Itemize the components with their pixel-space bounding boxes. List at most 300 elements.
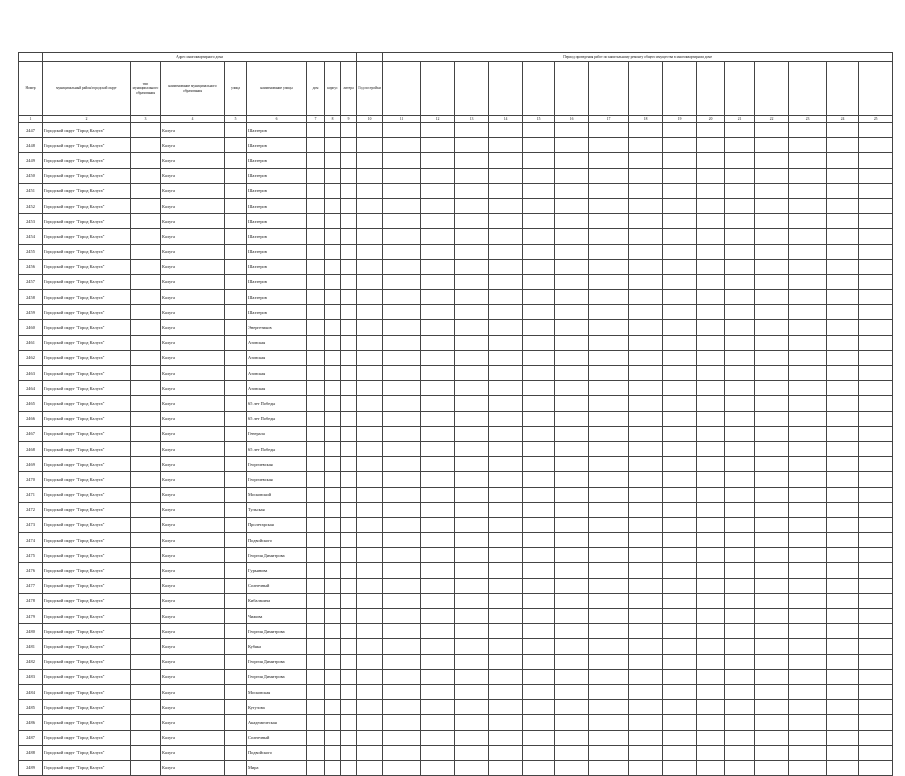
cell — [827, 517, 859, 532]
cell-street: Шахтеров — [247, 305, 307, 320]
cell — [383, 684, 421, 699]
cell — [859, 760, 893, 775]
cell — [789, 472, 827, 487]
cell — [341, 168, 357, 183]
cell — [827, 639, 859, 654]
cell — [827, 366, 859, 381]
cell-settlement: Калуга — [161, 609, 225, 624]
table-row — [19, 730, 893, 745]
cell — [383, 305, 421, 320]
column-number: 8 — [325, 116, 341, 123]
cell — [489, 396, 523, 411]
cell — [455, 168, 489, 183]
cell-street: Солнечный — [247, 578, 307, 593]
cell — [489, 472, 523, 487]
cell — [131, 624, 161, 639]
cell — [307, 244, 325, 259]
cell — [589, 138, 629, 153]
cell — [421, 715, 455, 730]
cell — [131, 335, 161, 350]
cell — [225, 517, 247, 532]
cell — [697, 441, 725, 456]
cell — [455, 472, 489, 487]
cell — [307, 366, 325, 381]
cell — [131, 730, 161, 745]
cell — [341, 487, 357, 502]
cell — [225, 457, 247, 472]
cell — [131, 745, 161, 760]
cell — [341, 548, 357, 563]
cell — [755, 593, 789, 608]
cell — [555, 244, 589, 259]
cell — [523, 609, 555, 624]
cell — [225, 700, 247, 715]
cell — [859, 593, 893, 608]
cell — [789, 153, 827, 168]
cell — [589, 457, 629, 472]
cell — [555, 457, 589, 472]
cell — [307, 214, 325, 229]
cell-settlement: Калуга — [161, 639, 225, 654]
cell — [455, 487, 489, 502]
cell-settlement: Калуга — [161, 229, 225, 244]
cell — [383, 533, 421, 548]
cell — [225, 274, 247, 289]
cell-street: Академическая — [247, 715, 307, 730]
cell-street: Георгия Димитрова — [247, 548, 307, 563]
cell-settlement: Калуга — [161, 745, 225, 760]
cell — [325, 214, 341, 229]
cell — [629, 669, 663, 684]
cell — [341, 760, 357, 775]
cell — [629, 760, 663, 775]
cell — [827, 396, 859, 411]
cell — [325, 745, 341, 760]
cell — [455, 730, 489, 745]
cell — [455, 290, 489, 305]
cell-street: Шахтеров — [247, 153, 307, 168]
cell — [789, 381, 827, 396]
cell — [131, 502, 161, 517]
cell-district: Городской округ "Город Калуга" — [43, 487, 131, 502]
cell — [663, 153, 697, 168]
cell — [827, 335, 859, 350]
cell — [827, 168, 859, 183]
table-row — [19, 123, 893, 138]
cell-no: 2459 — [19, 305, 43, 320]
cell — [383, 745, 421, 760]
cell — [489, 609, 523, 624]
cell — [859, 745, 893, 760]
cell — [827, 290, 859, 305]
cell — [421, 441, 455, 456]
cell — [131, 578, 161, 593]
cell-no: 2473 — [19, 517, 43, 532]
cell-district: Городской округ "Город Калуга" — [43, 639, 131, 654]
cell — [697, 533, 725, 548]
cell — [827, 578, 859, 593]
cell — [697, 350, 725, 365]
cell — [523, 441, 555, 456]
cell-street: Шахтеров — [247, 244, 307, 259]
cell-district: Городской округ "Город Калуга" — [43, 123, 131, 138]
cell-no: 2453 — [19, 214, 43, 229]
cell — [555, 335, 589, 350]
column-header: литера — [341, 62, 357, 116]
cell — [325, 198, 341, 213]
cell — [827, 259, 859, 274]
cell — [725, 274, 755, 289]
table-row — [19, 229, 893, 244]
cell-street: Шахтеров — [247, 198, 307, 213]
cell — [341, 305, 357, 320]
cell — [755, 715, 789, 730]
cell — [827, 533, 859, 548]
cell — [307, 274, 325, 289]
cell — [357, 563, 383, 578]
cell — [697, 715, 725, 730]
cell — [859, 533, 893, 548]
cell — [755, 517, 789, 532]
cell — [589, 760, 629, 775]
cell — [725, 730, 755, 745]
cell — [827, 502, 859, 517]
cell — [131, 533, 161, 548]
cell — [131, 411, 161, 426]
cell — [555, 654, 589, 669]
cell — [555, 533, 589, 548]
column-number: 4 — [161, 116, 225, 123]
cell — [325, 548, 341, 563]
cell — [859, 259, 893, 274]
cell — [663, 472, 697, 487]
cell — [789, 214, 827, 229]
cell — [755, 259, 789, 274]
cell — [421, 563, 455, 578]
cell — [489, 593, 523, 608]
cell-district: Городской округ "Город Калуга" — [43, 381, 131, 396]
cell — [725, 639, 755, 654]
cell — [357, 609, 383, 624]
cell-no: 2451 — [19, 183, 43, 198]
cell — [629, 396, 663, 411]
cell — [755, 578, 789, 593]
cell — [489, 198, 523, 213]
cell — [629, 730, 663, 745]
cell — [663, 700, 697, 715]
cell — [629, 305, 663, 320]
table-row — [19, 715, 893, 730]
cell-street: Мира — [247, 760, 307, 775]
cell-settlement: Калуга — [161, 563, 225, 578]
cell — [421, 366, 455, 381]
cell — [523, 563, 555, 578]
table-row — [19, 609, 893, 624]
cell — [555, 138, 589, 153]
cell — [383, 609, 421, 624]
cell — [789, 198, 827, 213]
cell — [523, 472, 555, 487]
cell-no: 2452 — [19, 198, 43, 213]
cell — [341, 502, 357, 517]
cell — [325, 624, 341, 639]
cell — [455, 593, 489, 608]
cell — [555, 517, 589, 532]
cell-no: 2449 — [19, 153, 43, 168]
cell-no: 2477 — [19, 578, 43, 593]
cell — [307, 517, 325, 532]
cell — [663, 290, 697, 305]
cell — [725, 760, 755, 775]
cell — [663, 320, 697, 335]
cell — [827, 548, 859, 563]
column-header — [725, 62, 755, 116]
cell — [789, 624, 827, 639]
cell — [697, 700, 725, 715]
cell — [341, 624, 357, 639]
cell — [663, 624, 697, 639]
cell-settlement: Калуга — [161, 548, 225, 563]
cell — [489, 563, 523, 578]
cell — [663, 669, 697, 684]
cell — [383, 214, 421, 229]
cell — [357, 517, 383, 532]
cell — [383, 198, 421, 213]
cell-no: 2467 — [19, 426, 43, 441]
cell-no: 2463 — [19, 366, 43, 381]
cell-no: 2483 — [19, 669, 43, 684]
cell — [755, 305, 789, 320]
cell — [455, 760, 489, 775]
cell — [555, 290, 589, 305]
cell — [421, 669, 455, 684]
cell — [341, 533, 357, 548]
table-row — [19, 669, 893, 684]
cell — [421, 593, 455, 608]
cell-street: Азовская — [247, 366, 307, 381]
cell — [225, 198, 247, 213]
cell — [421, 198, 455, 213]
cell — [523, 684, 555, 699]
cell — [697, 593, 725, 608]
cell — [555, 123, 589, 138]
cell — [827, 457, 859, 472]
cell — [725, 153, 755, 168]
cell-district: Городской округ "Город Калуга" — [43, 305, 131, 320]
cell-district: Городской округ "Город Калуга" — [43, 548, 131, 563]
cell — [663, 366, 697, 381]
cell — [421, 624, 455, 639]
cell — [725, 441, 755, 456]
cell — [489, 487, 523, 502]
cell — [663, 335, 697, 350]
cell-district: Городской округ "Город Калуга" — [43, 320, 131, 335]
cell — [383, 290, 421, 305]
cell-street: Московская — [247, 684, 307, 699]
cell — [725, 290, 755, 305]
cell — [341, 700, 357, 715]
cell — [455, 198, 489, 213]
cell — [455, 229, 489, 244]
column-header — [489, 62, 523, 116]
cell — [859, 335, 893, 350]
cell — [325, 138, 341, 153]
cell-settlement: Калуга — [161, 457, 225, 472]
table-row — [19, 760, 893, 775]
cell — [789, 290, 827, 305]
cell — [383, 457, 421, 472]
column-header — [523, 62, 555, 116]
cell — [859, 639, 893, 654]
cell-street: Азовская — [247, 350, 307, 365]
cell — [555, 153, 589, 168]
cell — [523, 517, 555, 532]
cell — [589, 502, 629, 517]
cell — [307, 624, 325, 639]
cell — [755, 350, 789, 365]
document-page — [18, 52, 886, 776]
cell — [307, 639, 325, 654]
cell-no: 2465 — [19, 396, 43, 411]
cell — [697, 684, 725, 699]
cell — [629, 700, 663, 715]
cell — [663, 198, 697, 213]
cell — [225, 654, 247, 669]
cell-district: Городской округ "Город Калуга" — [43, 290, 131, 305]
cell — [307, 548, 325, 563]
cell — [325, 259, 341, 274]
column-header — [789, 62, 827, 116]
cell — [325, 457, 341, 472]
cell — [629, 350, 663, 365]
cell — [455, 183, 489, 198]
cell — [357, 745, 383, 760]
cell — [383, 563, 421, 578]
cell — [859, 381, 893, 396]
cell — [225, 624, 247, 639]
cell — [523, 396, 555, 411]
cell-no: 2448 — [19, 138, 43, 153]
cell — [789, 487, 827, 502]
cell — [383, 715, 421, 730]
cell — [697, 244, 725, 259]
cell — [225, 593, 247, 608]
cell — [663, 639, 697, 654]
cell — [523, 290, 555, 305]
cell — [421, 350, 455, 365]
cell — [341, 684, 357, 699]
cell — [755, 730, 789, 745]
cell — [455, 411, 489, 426]
cell — [489, 350, 523, 365]
cell — [629, 366, 663, 381]
cell — [555, 502, 589, 517]
cell — [555, 259, 589, 274]
cell — [421, 138, 455, 153]
cell — [725, 229, 755, 244]
cell — [589, 700, 629, 715]
cell-street: Кибальчича — [247, 593, 307, 608]
cell — [725, 396, 755, 411]
cell-settlement: Калуга — [161, 760, 225, 775]
cell — [225, 305, 247, 320]
cell — [755, 472, 789, 487]
cell — [421, 609, 455, 624]
cell — [859, 244, 893, 259]
cell — [755, 609, 789, 624]
cell — [697, 229, 725, 244]
cell — [755, 548, 789, 563]
cell — [341, 639, 357, 654]
cell-street: Георгия Димитрова — [247, 654, 307, 669]
cell — [629, 563, 663, 578]
cell-settlement: Калуга — [161, 168, 225, 183]
cell — [489, 168, 523, 183]
cell — [859, 320, 893, 335]
cell — [589, 214, 629, 229]
table-row — [19, 457, 893, 472]
cell — [725, 259, 755, 274]
cell — [307, 123, 325, 138]
cell — [357, 305, 383, 320]
cell — [225, 578, 247, 593]
cell — [629, 381, 663, 396]
cell-settlement: Калуга — [161, 669, 225, 684]
cell — [455, 123, 489, 138]
cell — [341, 411, 357, 426]
cell — [325, 533, 341, 548]
cell — [421, 123, 455, 138]
cell — [383, 654, 421, 669]
cell — [455, 578, 489, 593]
cell — [357, 168, 383, 183]
cell — [325, 335, 341, 350]
cell — [629, 578, 663, 593]
cell — [589, 609, 629, 624]
cell — [383, 168, 421, 183]
cell — [555, 320, 589, 335]
cell — [325, 669, 341, 684]
cell — [629, 639, 663, 654]
cell — [307, 609, 325, 624]
cell — [341, 472, 357, 487]
cell — [827, 229, 859, 244]
cell-district: Городской округ "Город Калуга" — [43, 517, 131, 532]
cell — [523, 229, 555, 244]
cell — [307, 654, 325, 669]
cell-settlement: Калуга — [161, 654, 225, 669]
blank-header-cell — [357, 53, 383, 62]
column-header: тип муниципального образования — [131, 62, 161, 116]
cell — [725, 487, 755, 502]
cell — [555, 624, 589, 639]
cell — [341, 350, 357, 365]
cell — [341, 426, 357, 441]
cell — [859, 578, 893, 593]
table-row — [19, 472, 893, 487]
cell — [357, 244, 383, 259]
cell — [489, 624, 523, 639]
cell — [357, 487, 383, 502]
cell — [789, 366, 827, 381]
cell — [523, 700, 555, 715]
cell — [523, 715, 555, 730]
cell — [523, 654, 555, 669]
cell — [325, 563, 341, 578]
cell — [489, 290, 523, 305]
cell — [827, 654, 859, 669]
cell — [325, 244, 341, 259]
